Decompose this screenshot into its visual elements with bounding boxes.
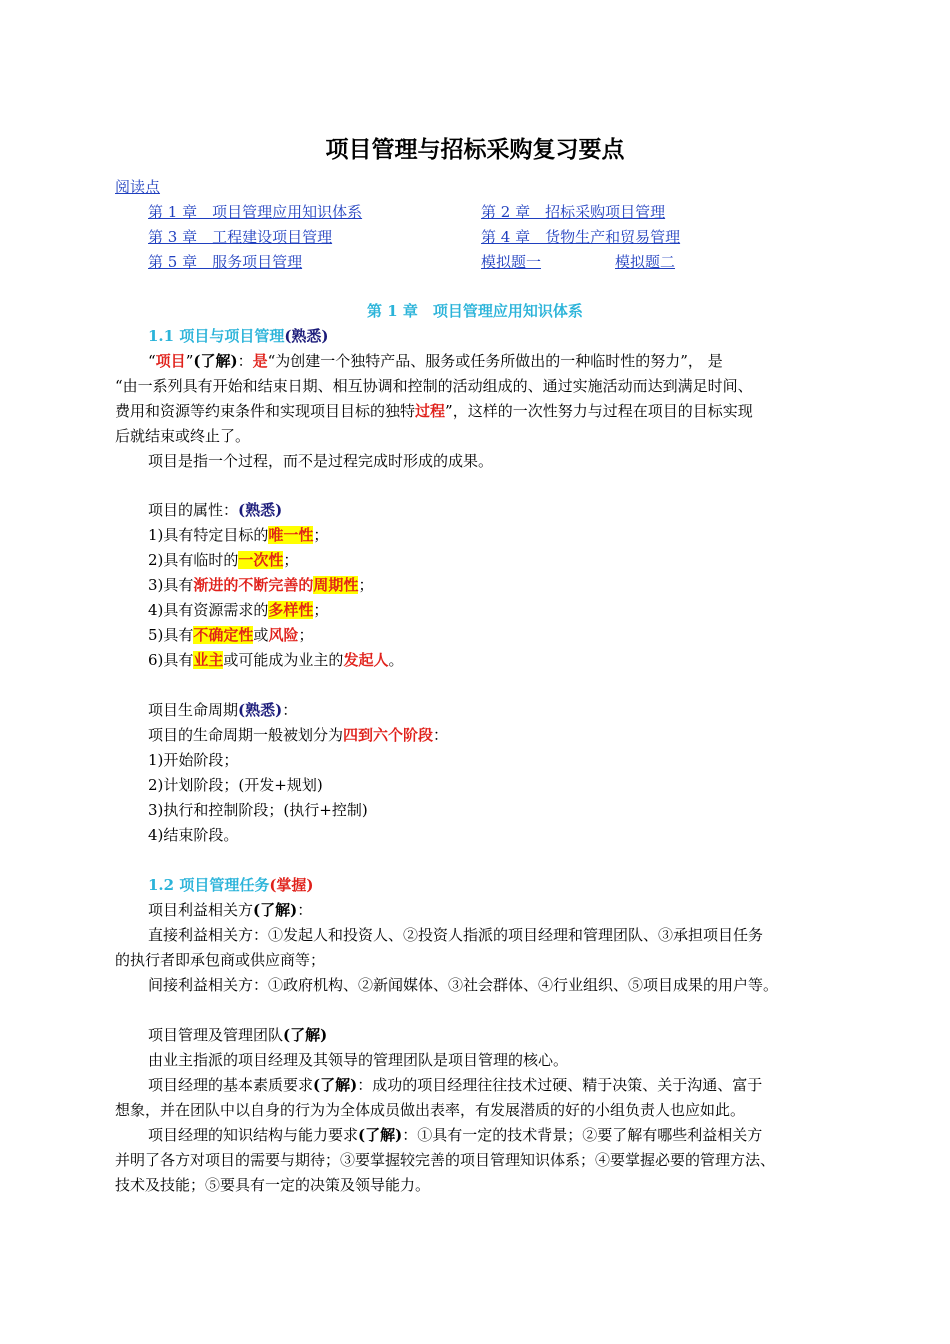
chapter1-heading: 第 1 章 项目管理应用知识体系: [367, 302, 583, 320]
toc-row-2b: [481, 226, 680, 248]
toc-link-ch3[interactable]: 第 3 章 工程建设项目管理: [148, 228, 333, 246]
attributes-tag: (熟悉): [238, 501, 283, 519]
attr-2-post: ；: [283, 551, 299, 569]
phase-item-3: 3)执行和控制阶段；(执行+控制): [148, 801, 368, 819]
stakeholders-label-text: 项目利益相关方: [148, 901, 254, 919]
toc-link-ch1[interactable]: 第 1 章 项目管理应用知识体系: [148, 203, 363, 221]
attribute-item-5: [148, 624, 313, 646]
colon: ：: [237, 352, 253, 370]
pm-skills-line-1: [148, 1124, 762, 1146]
lifecycle-label: [148, 699, 297, 721]
toc-heading[interactable]: [115, 176, 160, 198]
lifecycle-intro-c: ：: [433, 726, 449, 744]
attribute-item-3: [148, 574, 373, 596]
pm-quality-line-1: [148, 1074, 762, 1096]
definition-text-3c: ”，这样的一次性努力与过程在项目的目标实现: [445, 402, 753, 420]
toc-link-mock2[interactable]: 模拟题二: [615, 253, 676, 271]
quote-close: ”: [185, 352, 194, 370]
attributes-label-text: 项目的属性：: [148, 501, 239, 519]
attr-4-pre: 4)具有资源需求的: [148, 601, 269, 619]
word-is: 是: [252, 352, 268, 370]
attr-4-post: ；: [313, 601, 329, 619]
lifecycle-label-text: 项目生命周期: [148, 701, 239, 719]
term-process: 过程: [415, 402, 446, 420]
attr-5-highlight: 不确定性: [193, 626, 254, 644]
lifecycle-intro: [148, 724, 448, 746]
indirect-stakeholders: 间接利益相关方：①政府机构、②新闻媒体、③社会群体、④行业组织、⑤项目成果的用户等。: [148, 976, 779, 994]
toc-row-1: [148, 201, 362, 223]
attr-6-red: 发起人: [343, 651, 389, 669]
team-label: [148, 1024, 327, 1046]
attr-6-mid: 或可能成为业主的: [223, 651, 344, 669]
toc-row-2: [148, 226, 332, 248]
phase-item-2: 2)计划阶段；(开发+规划): [148, 776, 323, 794]
pm-quality-line-2: 想象，并在团队中以自身的行为为全体成员做出表率，有发展潜质的好的小组负责人也应如此。: [115, 1101, 746, 1119]
attribute-item-2: [148, 549, 298, 571]
attribute-item-1: [148, 524, 328, 546]
section-1-2-title: 1.2 项目管理任务: [148, 876, 270, 894]
pm-quality-tag: (了解): [313, 1076, 358, 1094]
phase-item-4: 4)结束阶段。: [148, 826, 239, 844]
attr-6-highlight: 业主: [193, 651, 224, 669]
team-label-text: 项目管理及管理团队: [148, 1026, 284, 1044]
attr-6-pre: 6)具有: [148, 651, 194, 669]
toc-link-ch5[interactable]: 第 5 章 服务项目管理: [148, 253, 303, 271]
lifecycle-intro-a: 项目的生命周期一般被划分为: [148, 726, 344, 744]
attr-5-red: 风险: [268, 626, 299, 644]
stakeholders-colon: ：: [297, 901, 313, 919]
toc-row-3: [148, 251, 302, 273]
toc-heading-link[interactable]: 阅读点: [115, 178, 161, 196]
attr-2-pre: 2)具有临时的: [148, 551, 239, 569]
section-1-1-tag: (熟悉): [284, 327, 329, 345]
section-1-1-heading: [148, 325, 329, 347]
pm-skills-line-2: 并明了各方对项目的需要与期待；③要掌握较完善的项目管理知识体系；④要掌握必要的管理方法、: [115, 1151, 776, 1169]
toc-link-ch4[interactable]: 第 4 章 货物生产和贸易管理: [481, 228, 681, 246]
pm-skills-b: ：①具有一定的技术背景；②要了解有哪些利益相关方: [402, 1126, 763, 1144]
stakeholders-label: [148, 899, 312, 921]
toc-row-1b: [481, 201, 665, 223]
lifecycle-intro-red: 四到六个阶段: [343, 726, 434, 744]
section-1-2-tag: (掌握): [269, 876, 314, 894]
team-core: 由业主指派的项目经理及其领导的管理团队是项目管理的核心。: [148, 1051, 569, 1069]
attr-5-mid: 或: [253, 626, 269, 644]
attr-1-highlight: 唯一性: [268, 526, 314, 544]
definition-line-1: [148, 350, 723, 372]
pm-quality-a: 项目经理的基本素质要求: [148, 1076, 314, 1094]
toc-link-ch2[interactable]: 第 2 章 招标采购项目管理: [481, 203, 666, 221]
document-title: 项目管理与招标采购复习要点: [325, 137, 625, 163]
section-1-1-title: 1.1 项目与项目管理: [148, 327, 285, 345]
pm-skills-line-3: 技术及技能；⑤要具有一定的决策及领导能力。: [115, 1176, 431, 1194]
attr-3-highlight: 周期性: [313, 576, 359, 594]
tag-understand: (了解): [193, 352, 238, 370]
toc-row-3b: [481, 251, 541, 273]
section-1-2-heading: [148, 874, 314, 896]
attr-2-highlight: 一次性: [238, 551, 284, 569]
lifecycle-tag: (熟悉): [238, 701, 283, 719]
definition-text-3a: 费用和资源等约束条件和实现项目目标的独特: [115, 402, 416, 420]
attributes-label: [148, 499, 282, 521]
attribute-item-4: [148, 599, 328, 621]
attr-3-red: 渐进的不断完善的: [193, 576, 314, 594]
attr-3-post: ；: [358, 576, 374, 594]
attr-4-highlight: 多样性: [268, 601, 314, 619]
attr-5-pre: 5)具有: [148, 626, 194, 644]
toc-link-mock1[interactable]: 模拟题一: [481, 253, 542, 271]
attr-1-pre: 1)具有特定目标的: [148, 526, 269, 544]
attribute-item-6: [148, 649, 403, 671]
stakeholders-tag: (了解): [253, 901, 298, 919]
definition-line-3: [115, 400, 753, 422]
definition-line-4: 后就结束或终止了。: [115, 427, 251, 445]
pm-skills-tag: (了解): [358, 1126, 403, 1144]
attr-6-post: 。: [388, 651, 404, 669]
direct-stakeholders-1: 直接利益相关方：①发起人和投资人、②投资人指派的项目经理和管理团队、③承担项目任务: [148, 926, 764, 944]
attr-1-post: ；: [313, 526, 329, 544]
pm-skills-a: 项目经理的知识结构与能力要求: [148, 1126, 359, 1144]
definition-line-2: “由一系列具有开始和结束日期、相互协调和控制的活动组成的、通过实施活动而达到满足时间、: [115, 377, 753, 395]
team-tag: (了解): [283, 1026, 328, 1044]
toc-row-3c: [615, 251, 675, 273]
term-project: 项目: [155, 352, 186, 370]
direct-stakeholders-2: 的执行者即承包商或供应商等；: [115, 951, 326, 969]
attr-5-post: ；: [298, 626, 314, 644]
pm-quality-b: ：成功的项目经理往往技术过硬、精于决策、关于沟通、富于: [357, 1076, 763, 1094]
definition-line-5: 项目是指一个过程，而不是过程完成时形成的成果。: [148, 452, 494, 470]
phase-item-1: 1)开始阶段；: [148, 751, 239, 769]
attr-3-pre: 3)具有: [148, 576, 194, 594]
lifecycle-colon: ：: [282, 701, 298, 719]
definition-text-1: “为创建一个独特产品、服务或任务所做出的一种临时性的努力”， 是: [267, 352, 723, 370]
quote-open: “: [148, 352, 156, 370]
